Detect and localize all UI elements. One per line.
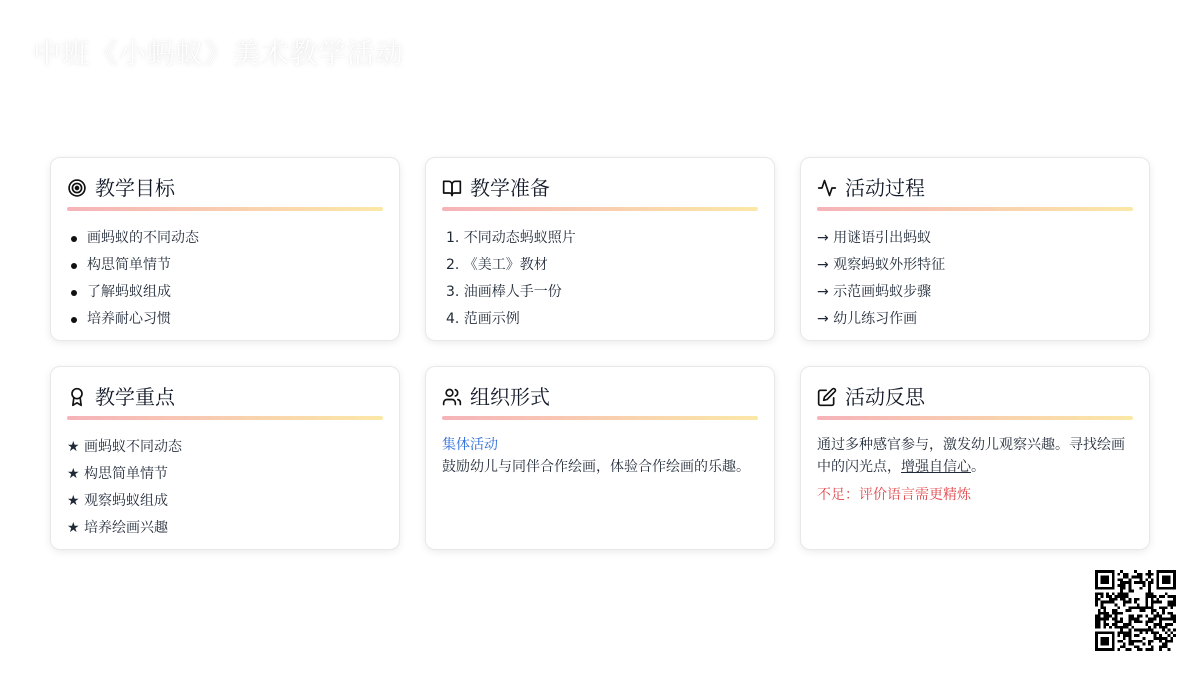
list-item: 3. 油画棒人手一份 [446,284,562,300]
organization-type: 集体活动 [442,437,498,453]
list-item: ★ 培养绘画兴趣 [67,520,169,536]
title-underline [67,207,383,211]
card-header [442,176,758,200]
book-open-icon [442,178,462,198]
title-underline [67,416,383,420]
keypoints-list [67,434,383,542]
card-title: 教学目标 [95,176,175,200]
card-teaching-goals [50,157,400,341]
list-item: → 用谜语引出蚂蚁 [817,230,932,246]
list-item: 2. 《美工》教材 [446,257,548,273]
reflection-shortcoming: 不足：评价语言需更精炼 [817,487,971,503]
title-underline [442,416,758,420]
card-header [817,176,1133,200]
card-activity-process [800,157,1150,341]
process-list [817,225,1133,333]
prep-list [442,225,758,333]
award-icon [67,387,87,407]
list-item: 构思简单情节 [67,252,383,279]
list-item: ★ 观察蚂蚁组成 [67,493,169,509]
card-reflection [800,366,1150,550]
list-item: ★ 画蚂蚁不同动态 [67,439,183,455]
qr-code[interactable] [1095,570,1176,651]
list-item: → 幼儿练习作画 [817,311,918,327]
reflection-text-part: 。 [971,459,985,475]
card-header [442,385,758,409]
card-key-points [50,366,400,550]
reflection-text [817,434,1133,478]
list-item: 1. 不同动态蚂蚁照片 [446,230,576,246]
card-title: 教学准备 [470,176,550,200]
activity-pulse-icon [817,178,837,198]
list-item: 培养耐心习惯 [67,306,383,333]
card-title: 教学重点 [95,385,175,409]
edit-icon [817,387,837,407]
list-item: → 观察蚂蚁外形特征 [817,257,946,273]
organization-description: 鼓励幼儿与同伴合作绘画，体验合作绘画的乐趣。 [442,459,750,475]
title-underline [817,416,1133,420]
card-organization [425,366,775,550]
users-icon [442,387,462,407]
title-underline [817,207,1133,211]
card-teaching-prep [425,157,775,341]
card-grid [50,157,1150,550]
target-icon [67,178,87,198]
card-title: 组织形式 [470,385,550,409]
card-header [67,176,383,200]
list-item: 了解蚂蚁组成 [67,279,383,306]
goals-list [67,225,383,333]
list-item: ★ 构思简单情节 [67,466,169,482]
card-header [817,385,1133,409]
reflection-text-part: 通过多种感官参与，激发幼儿观察兴趣。寻找绘画中的闪光点， [817,437,1125,475]
list-item: 4. 范画示例 [446,311,520,327]
card-header [67,385,383,409]
card-title: 活动反思 [845,385,925,409]
organization-body [442,434,758,478]
reflection-highlight: 增强自信心 [901,459,971,475]
card-title: 活动过程 [845,176,925,200]
page-title: 中班《小蚂蚁》美术教学活动 [33,37,404,70]
list-item: → 示范画蚂蚁步骤 [817,284,932,300]
list-item: 画蚂蚁的不同动态 [67,225,383,252]
title-underline [442,207,758,211]
